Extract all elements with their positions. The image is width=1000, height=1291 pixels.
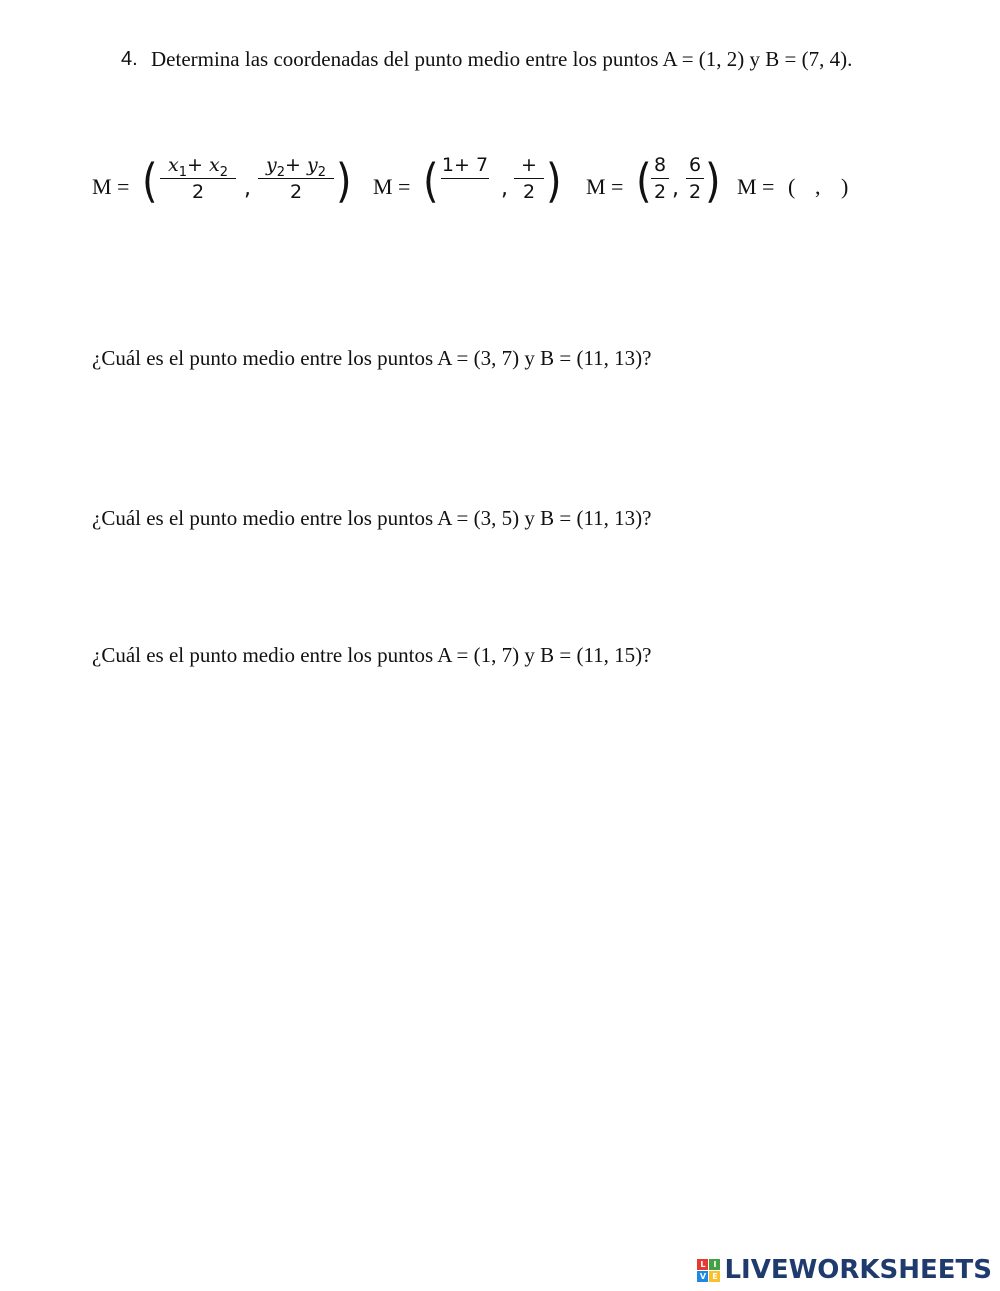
formula-1-y-numerator: $y_2+ y_2$ [266, 154, 326, 180]
liveworksheets-logo [697, 1255, 992, 1285]
formula-2-y-numerator: + [521, 154, 537, 176]
formula-4-label: M = [737, 174, 775, 199]
midpoint-formula-row [92, 152, 952, 222]
question-2: ¿Cuál es el punto medio entre los puntos A = (3, 5) y B = (11, 13)? [92, 506, 652, 530]
formula-1-comma: , [244, 176, 251, 201]
exercise-number: 4. [121, 48, 138, 70]
formula-1-y-denominator: 2 [289, 181, 303, 203]
formula-3-close-paren: ) [705, 155, 721, 209]
answer-comma: , [815, 174, 821, 199]
formula-1-x-denominator: 2 [191, 181, 205, 203]
formula-2-label: M = [373, 174, 411, 199]
question-1: ¿Cuál es el punto medio entre los puntos A = (3, 7) y B = (11, 13)? [92, 346, 652, 370]
logo-text: LIVEWORKSHEETS [724, 1255, 992, 1285]
formula-3-open-paren: ( [636, 155, 652, 209]
formula-3-y-fraction [686, 152, 704, 205]
formula-2-comma: , [501, 176, 508, 201]
formula-2-y-fraction [514, 152, 544, 205]
formula-3-x-fraction [651, 152, 669, 205]
formula-3-y-numerator: 6 [688, 154, 702, 176]
formula-1-label: M = [92, 174, 130, 199]
formula-1-close-paren: ) [336, 155, 352, 209]
question-3: ¿Cuál es el punto medio entre los puntos A = (1, 7) y B = (11, 15)? [92, 643, 652, 667]
formula-2-x-denominator [441, 179, 489, 205]
formula-1-x-numerator: $x_1+ x_2$ [168, 154, 228, 180]
formula-3-y-denominator: 2 [688, 181, 702, 203]
formula-2-x-numerator: 1+ 7 [441, 154, 489, 176]
exercise-text: Determina las coordenadas del punto medio entre los puntos A = (1, 2) y B = (7, 4). [151, 47, 853, 71]
formula-3-x-numerator: 8 [653, 154, 667, 176]
formula-2-x-fraction [441, 152, 489, 205]
exercise-4-statement [121, 46, 907, 73]
formula-2-y-denominator: 2 [522, 181, 536, 203]
formula-1-x-fraction [160, 152, 236, 205]
answer-close-paren: ) [841, 174, 849, 199]
formula-1-y-fraction [258, 152, 334, 205]
formula-1-open-paren: ( [142, 155, 158, 209]
formula-3-x-denominator: 2 [653, 181, 667, 203]
formula-2-close-paren: ) [546, 155, 562, 209]
formula-3-comma: , [672, 176, 679, 201]
formula-3-label: M = [586, 174, 624, 199]
formula-2-open-paren: ( [423, 155, 439, 209]
answer-open-paren: ( [788, 174, 796, 199]
logo-mark-icon: L I V E [697, 1259, 720, 1282]
